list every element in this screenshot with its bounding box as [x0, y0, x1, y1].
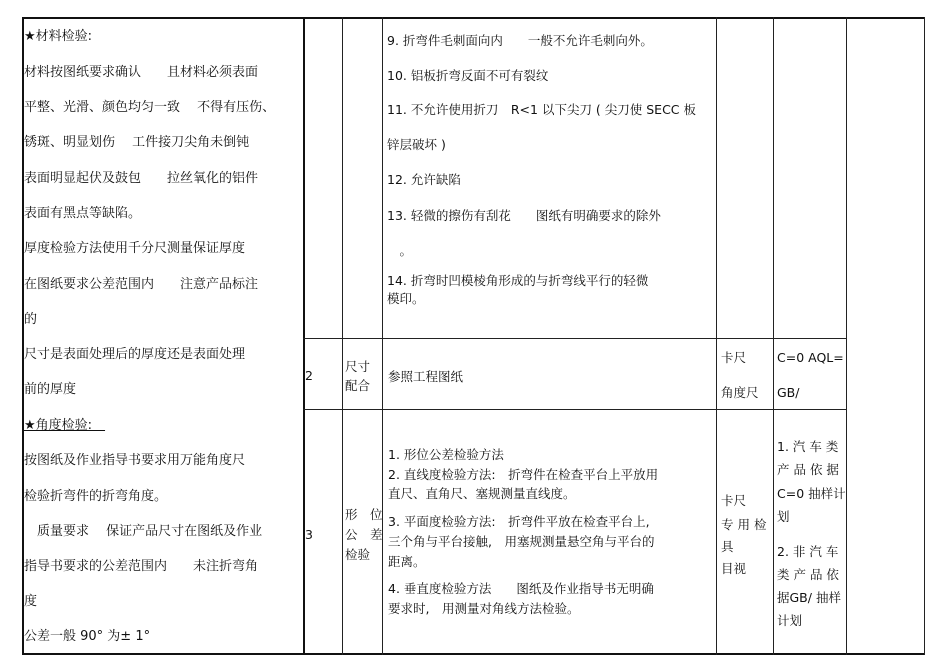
row3-item-line2: 公 差	[345, 527, 383, 542]
row3-std-7: 计划	[777, 613, 803, 628]
row2-tool-line1: 卡尺	[721, 350, 747, 365]
row3-method-3: 3. 平面度检验方法: 折弯件平放在检查平台上,	[388, 514, 650, 529]
row1-item-0: 9. 折弯件毛刺面向内 一般不允许毛刺向外。	[387, 33, 653, 48]
left-line-15: 指导书要求的公差范围内 未注折弯角	[24, 559, 259, 574]
left-line-3: 锈斑、明显划伤 工件接刀尖角未倒钝	[24, 135, 250, 150]
row1-item-2: 11. 不允许使用折刀 R<1 以下尖刀 ( 尖刀使 SECC 板	[387, 102, 696, 117]
row1-item-7: 14. 折弯时凹模棱角形成的与折弯线平行的轻微	[387, 273, 649, 288]
col-divider-method	[716, 17, 717, 655]
row3-tool-2: 具	[721, 539, 734, 554]
row3-item-line1: 形 位	[345, 507, 383, 522]
row3-tool-1: 专 用 检	[721, 517, 767, 532]
left-line-11: ★角度检验:	[24, 418, 106, 433]
row2-method: 参照工程图纸	[388, 369, 464, 384]
left-line-1: 材料按图纸要求确认 且材料必须表面	[24, 65, 259, 80]
row2-item-line2: 配合	[345, 378, 371, 393]
row3-method-1: 2. 直线度检验方法: 折弯件在检查平台上平放用	[388, 467, 659, 482]
row3-method-7: 要求时, 用测量对角线方法检验。	[388, 601, 580, 616]
left-line-12: 按图纸及作业指导书要求用万能角度尺	[24, 453, 246, 468]
row3-std-5: 类 产 品 依	[777, 567, 839, 582]
row3-std-4: 2. 非 汽 车	[777, 544, 839, 559]
row1-item-6: 。	[387, 243, 413, 258]
row2-std-line1: C=0 AQL=	[777, 350, 844, 365]
left-line-0: ★材料检验:	[24, 29, 93, 44]
row2-std-line2: GB/	[777, 385, 800, 400]
row2-tool-line2: 角度尺	[721, 385, 759, 400]
col-divider-tool	[773, 17, 774, 655]
left-line-7: 在图纸要求公差范围内 注意产品标注	[24, 277, 259, 292]
left-line-16: 度	[24, 594, 38, 609]
row3-std-6: 据GB/ 抽样	[777, 590, 841, 605]
col-divider-num	[342, 17, 343, 655]
left-line-6: 厚度检验方法使用千分尺测量保证厚度	[24, 241, 246, 256]
col-divider-std	[846, 17, 847, 655]
left-line-9: 尺寸是表面处理后的厚度还是表面处理	[24, 347, 246, 362]
left-line-4: 表面明显起伏及鼓包 拉丝氧化的铝件	[24, 171, 259, 186]
left-col-divider	[303, 17, 305, 655]
row1-item-8: 模印。	[387, 291, 425, 306]
row3-method-5: 距离。	[388, 554, 426, 569]
table-top-border	[22, 17, 924, 19]
left-line-5: 表面有黑点等缺陷。	[24, 206, 142, 221]
row3-std-0: 1. 汽 车 类	[777, 439, 839, 454]
row3-method-2: 直尺、直角尺、塞规测量直线度。	[388, 486, 576, 501]
col-divider-last	[924, 17, 925, 655]
row3-tool-3: 目视	[721, 561, 747, 576]
left-line-17: 公差一般 90° 为± 1°	[24, 629, 151, 644]
row2-number: 2	[305, 368, 313, 383]
row-divider-1	[303, 338, 846, 339]
left-line-13: 检验折弯件的折弯角度。	[24, 489, 168, 504]
row1-item-4: 12. 允许缺陷	[387, 172, 461, 187]
row-divider-2	[303, 409, 846, 410]
left-line-8: 的	[24, 312, 38, 327]
row3-std-2: C=0 抽样计	[777, 486, 846, 501]
col-divider-item	[382, 17, 383, 655]
row3-item-line3: 检验	[345, 547, 371, 562]
row3-method-0: 1. 形位公差检验方法	[388, 447, 504, 462]
table-bottom-border	[22, 653, 924, 655]
row3-tool-0: 卡尺	[721, 493, 747, 508]
left-line-10: 前的厚度	[24, 382, 77, 397]
row3-std-1: 产 品 依 据	[777, 462, 839, 477]
row1-item-3: 锌层破坏 )	[387, 137, 446, 152]
row3-method-6: 4. 垂直度检验方法 图纸及作业指导书无明确	[388, 581, 654, 596]
row3-method-4: 三个角与平台接触, 用塞规测量悬空角与平台的	[388, 534, 655, 549]
left-line-2: 平整、光滑、颜色均匀一致 不得有压伤、	[24, 100, 276, 115]
row3-std-3: 划	[777, 509, 790, 524]
row1-item-5: 13. 轻微的擦伤有刮花 图纸有明确要求的除外	[387, 208, 661, 223]
row2-item-line1: 尺寸	[345, 359, 371, 374]
left-line-14: 质量要求 保证产品尺寸在图纸及作业	[24, 524, 263, 539]
row1-item-1: 10. 铝板折弯反面不可有裂纹	[387, 68, 549, 83]
row3-number: 3	[305, 527, 313, 542]
